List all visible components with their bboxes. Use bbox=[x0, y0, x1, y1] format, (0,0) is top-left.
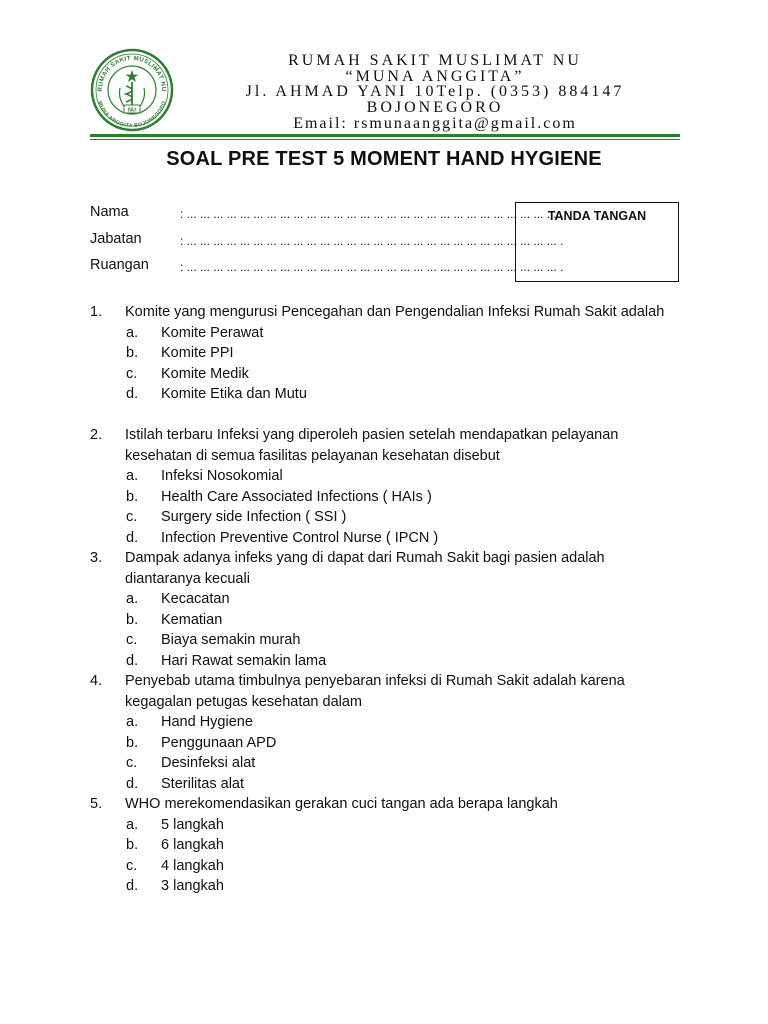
answer-option-text: Biaya semakin murah bbox=[161, 632, 301, 648]
question-text: WHO merekomendasikan gerakan cuci tangan ada berapa langkah bbox=[125, 796, 558, 812]
field-blank-jabatan: : ... ... ... ... ... ... ... ... ... ... ... ... ... ... ... ... ... ... ... ... ... ... ... ... ... ... ... ... . bbox=[180, 234, 564, 248]
question-text: Komite yang mengurusi Pencegahan dan Pengendalian Infeksi Rumah Sakit adalah bbox=[125, 304, 665, 320]
question-number: 4. bbox=[90, 673, 103, 689]
seal-text-center: NU bbox=[128, 107, 136, 114]
question-item bbox=[90, 548, 680, 671]
answer-option[interactable] bbox=[90, 589, 680, 610]
answer-option-letter: d. bbox=[126, 386, 139, 402]
answer-option[interactable] bbox=[90, 815, 680, 836]
question-text: Dampak adanya infeks yang di dapat dari Rumah Sakit bagi pasien adalah diantaranya kecuali bbox=[125, 550, 605, 587]
answer-option-letter: b. bbox=[126, 611, 139, 628]
answer-option-letter: c. bbox=[126, 857, 138, 874]
field-blank-ruangan: : ... ... ... ... ... ... ... ... ... ... ... ... ... ... ... ... ... ... ... ... ... ... ... ... ... ... ... ... . bbox=[180, 260, 564, 274]
answer-option[interactable] bbox=[90, 876, 680, 897]
answer-option-letter: b. bbox=[126, 837, 139, 853]
question-number: 2. bbox=[90, 427, 103, 443]
answer-option-letter: b. bbox=[126, 345, 139, 361]
answer-option[interactable] bbox=[90, 364, 680, 385]
question-number: 3. bbox=[90, 550, 103, 566]
answer-option-letter: d. bbox=[126, 529, 139, 546]
answer-option-letter: d. bbox=[126, 878, 139, 894]
answer-option-text: Komite Etika dan Mutu bbox=[161, 386, 307, 402]
answer-option-text: Infection Preventive Control Nurse ( IPCN ) bbox=[161, 529, 439, 546]
answer-option-letter: c. bbox=[126, 365, 138, 382]
answer-option[interactable] bbox=[90, 630, 680, 651]
answer-option[interactable] bbox=[90, 774, 680, 795]
answer-option-letter: a. bbox=[126, 324, 139, 341]
answer-option-text: Komite Medik bbox=[161, 365, 249, 382]
question-number: 5. bbox=[90, 796, 103, 812]
answer-option-text: Surgery side Infection ( SSI ) bbox=[161, 509, 347, 525]
answer-option-text: Kecacatan bbox=[161, 591, 230, 607]
answer-option[interactable] bbox=[90, 651, 680, 672]
answer-option-letter: d. bbox=[126, 775, 139, 792]
answer-option-letter: b. bbox=[126, 488, 139, 505]
field-label-ruangan: Ruangan bbox=[90, 257, 149, 273]
letterhead-city: BOJONEGORO bbox=[366, 99, 504, 116]
seal-text-bottom: MUNA ANGGITA BOJONEGORO bbox=[96, 100, 168, 130]
answer-option[interactable] bbox=[90, 487, 680, 508]
answer-option-text: Komite Perawat bbox=[161, 324, 264, 341]
answer-options bbox=[90, 323, 680, 405]
hospital-seal-logo bbox=[90, 48, 174, 132]
question-number: 1. bbox=[90, 304, 103, 320]
answer-option-text: 3 langkah bbox=[161, 878, 224, 894]
answer-option-text: 6 langkah bbox=[161, 837, 224, 853]
answer-option[interactable] bbox=[90, 856, 680, 877]
answer-option-letter: c. bbox=[126, 632, 138, 648]
seal-text-top: RUMAH SAKIT MUSLIMAT NU bbox=[96, 54, 168, 92]
answer-option-letter: a. bbox=[126, 591, 139, 607]
answer-option[interactable] bbox=[90, 528, 680, 549]
letterhead-hospital-subtitle: “MUNA ANGGITA” bbox=[345, 68, 525, 85]
answer-option-text: 4 langkah bbox=[161, 857, 224, 874]
answer-option-letter: c. bbox=[126, 509, 138, 525]
field-label-jabatan: Jabatan bbox=[90, 231, 142, 247]
answer-option-text: Desinfeksi alat bbox=[161, 755, 256, 771]
answer-option[interactable] bbox=[90, 712, 680, 733]
answer-option-text: Health Care Associated Infections ( HAIs ) bbox=[161, 488, 432, 505]
answer-options bbox=[90, 589, 680, 671]
answer-option-text: Kematian bbox=[161, 611, 223, 628]
answer-options bbox=[90, 466, 680, 548]
answer-option-text: Hari Rawat semakin lama bbox=[161, 652, 327, 669]
answer-option-text: Hand Hygiene bbox=[161, 714, 253, 730]
field-blank-nama: : ... ... ... ... ... ... ... ... ... ... ... ... ... ... ... ... ... ... ... ... ... ... ... ... ... ... ... ... . bbox=[180, 207, 564, 221]
letterhead-rule-thin bbox=[90, 139, 680, 140]
letterhead-hospital-name: RUMAH SAKIT MUSLIMAT NU bbox=[288, 52, 582, 69]
answer-option[interactable] bbox=[90, 507, 680, 528]
signature-label: TANDA TANGAN bbox=[547, 209, 647, 223]
answer-option-letter: b. bbox=[126, 734, 139, 751]
answer-option-text: Infeksi Nosokomial bbox=[161, 468, 283, 484]
answer-option-letter: d. bbox=[126, 652, 139, 669]
answer-option[interactable] bbox=[90, 610, 680, 631]
answer-options bbox=[90, 712, 680, 794]
answer-option[interactable] bbox=[90, 835, 680, 856]
question-item bbox=[90, 794, 680, 897]
answer-option[interactable] bbox=[90, 323, 680, 344]
letterhead-rule-thick bbox=[90, 134, 680, 137]
question-item bbox=[90, 302, 680, 405]
answer-option[interactable] bbox=[90, 343, 680, 364]
page-title: SOAL PRE TEST 5 MOMENT HAND HYGIENE bbox=[166, 148, 602, 170]
question-item bbox=[90, 671, 680, 794]
answer-option[interactable] bbox=[90, 733, 680, 754]
signature-box[interactable] bbox=[515, 202, 679, 282]
answer-option-letter: a. bbox=[126, 468, 139, 484]
answer-options bbox=[90, 815, 680, 897]
question-text: Penyebab utama timbulnya penyebaran infeksi di Rumah Sakit adalah karena kegagalan petugas kesehatan dalam bbox=[125, 673, 625, 710]
answer-option-text: Sterilitas alat bbox=[161, 775, 245, 792]
answer-option-letter: c. bbox=[126, 755, 138, 771]
answer-option-letter: a. bbox=[126, 714, 139, 730]
answer-option-letter: a. bbox=[126, 816, 139, 833]
letterhead-address: Jl. AHMAD YANI 10Telp. (0353) 884147 bbox=[245, 83, 625, 100]
answer-option[interactable] bbox=[90, 753, 680, 774]
field-label-nama: Nama bbox=[90, 204, 129, 220]
letterhead-email: Email: rsmunaanggita@gmail.com bbox=[293, 115, 577, 132]
answer-option[interactable] bbox=[90, 466, 680, 487]
question-text: Istilah terbaru Infeksi yang diperoleh pasien setelah mendapatkan pelayanan kesehatan di semua fasilitas pelayanan kesehatan disebut bbox=[125, 427, 619, 464]
answer-option-text: Penggunaan APD bbox=[161, 734, 277, 751]
answer-option-text: 5 langkah bbox=[161, 816, 224, 833]
answer-option[interactable] bbox=[90, 384, 680, 405]
answer-option-text: Komite PPI bbox=[161, 345, 234, 361]
question-item bbox=[90, 425, 680, 548]
